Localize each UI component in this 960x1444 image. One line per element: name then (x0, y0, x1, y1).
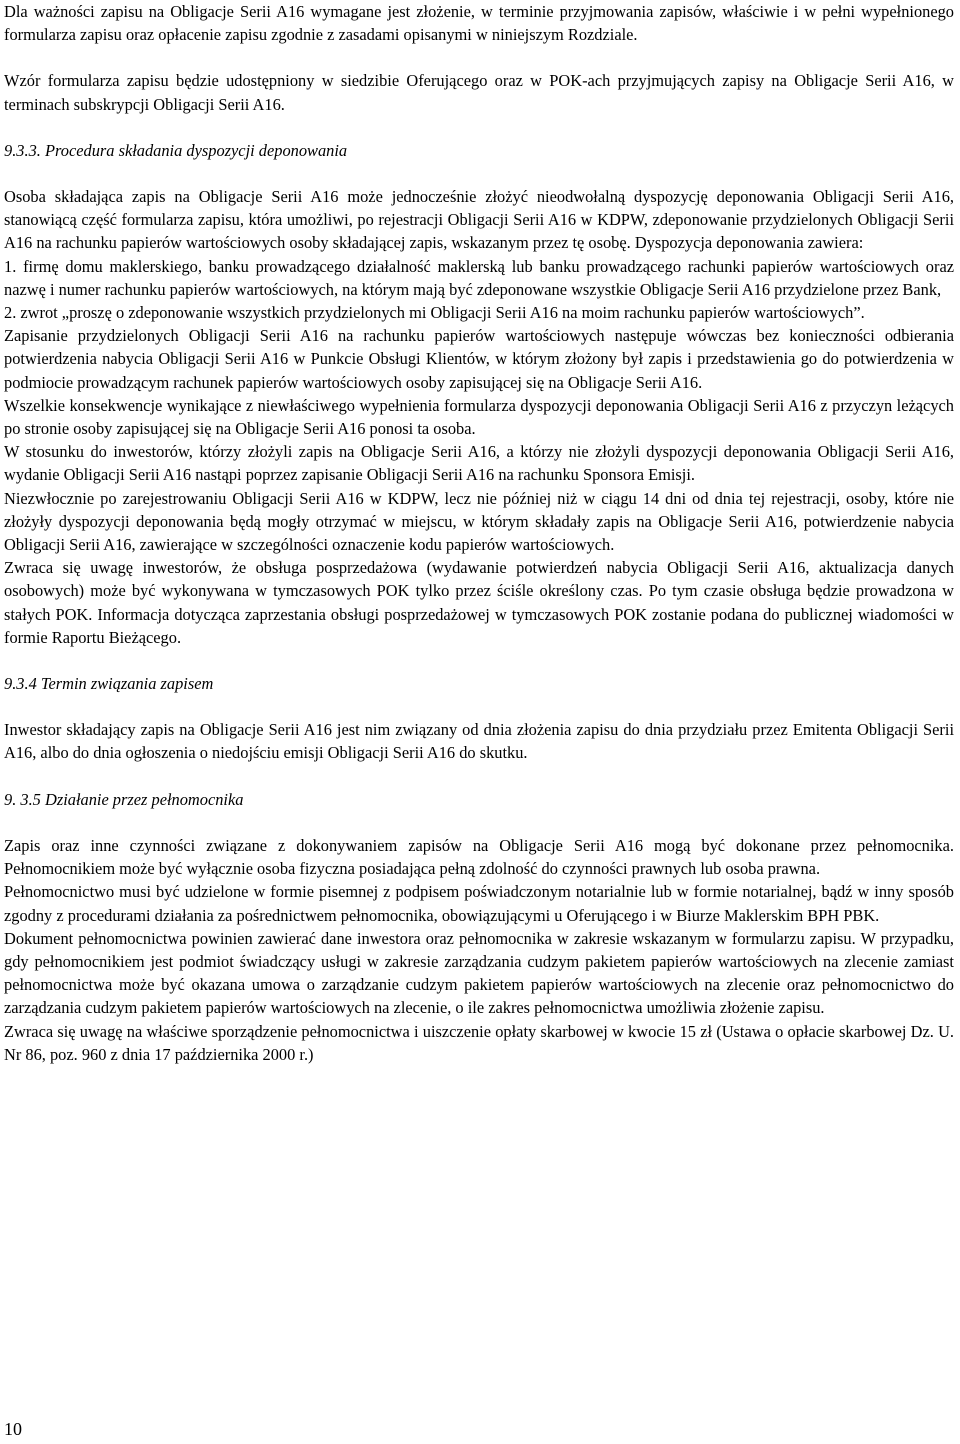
page-number: 10 (4, 1419, 22, 1439)
section-9-3-3-paragraph: Osoba składająca zapis na Obligacje Serii A16 może jednocześnie złożyć nieodwołalną dyspozycję deponowania Obligacji Serii A16, stanowiącą część formularza zapisu, która umożliwi, po rejestracji Obligacji Serii A16 w KDPW, zdeponowanie przydzielonych Obligacji Serii A16 na rachunku papierów wartościowych osoby składającej zapis, wskazanym przez tę osobę. Dyspozycja deponowania zawiera: (4, 187, 954, 253)
section-9-3-4-paragraph: Inwestor składający zapis na Obligacje Serii A16 jest nim związany od dnia złożenia zapisu do dnia przydziału przez Emitenta Obligacji Serii A16, albo do dnia ogłoszenia o niedojściu emisji Obligacji Serii A16 do skutku. (4, 720, 954, 763)
section-9-3-3-paragraph: 1. firmę domu maklerskiego, banku prowadzącego działalność maklerską lub banku prowadzącego rachunki papierów wartościowych oraz nazwę i numer rachunku papierów wartościowych, na którym mają być zdeponowane wszystkie Obligacje Serii A16 przydzielone przez Bank, (4, 256, 954, 299)
spacer (4, 811, 954, 834)
section-9-3-5-paragraph: Zwraca się uwagę na właściwe sporządzenie pełnomocnictwa i uiszczenie opłaty skarbowej w kwocie 15 zł (Ustawa o opłacie skarbowej Dz. U. Nr 86, poz. 960 z dnia 17 października 2000 r.) (4, 1021, 954, 1064)
section-heading-9-3-4: 9.3.4 Termin związania zapisem (4, 674, 214, 694)
section-9-3-3-paragraph: 2. zwrot „proszę o zdeponowanie wszystkich przydzielonych mi Obligacji Serii A16 na moim rachunku papierów wartościowych”. (4, 303, 865, 323)
section-heading-9-3-3: 9.3.3. Procedura składania dyspozycji deponowania (4, 140, 348, 160)
spacer (4, 162, 954, 185)
spacer (4, 765, 954, 788)
spacer (4, 695, 954, 718)
spacer (4, 46, 954, 69)
spacer (4, 116, 954, 139)
section-9-3-3-paragraph: Niezwłocznie po zarejestrowaniu Obligacji Serii A16 w KDPW, lecz nie później niż w ciągu 14 dni od dnia tej rejestracji, osoby, które nie złożyły dyspozycji deponowania będą mogły otrzymać w miejscu, w którym składały zapis na Obligacje Serii A16, potwierdzenie nabycia Obligacji Serii A16, zawierające w szczególności oznaczenie kodu papierów wartościowych. (4, 488, 954, 555)
section-heading-9-3-5: 9. 3.5 Działanie przez pełnomocnika (4, 789, 244, 809)
section-9-3-5-paragraph: Pełnomocnictwo musi być udzielone w formie pisemnej z podpisem poświadczonym notarialnie lub w formie notarialnej, bądź w inny sposób zgodny z procedurami działania za pośrednictwem pełnomocnika, obowiązującymi u Oferującego i w Biurze Maklerskim BPH PBK. (4, 882, 954, 925)
section-9-3-3-paragraph: Wszelkie konsekwencje wynikające z niewłaściwego wypełnienia formularza dyspozycji deponowania Obligacji Serii A16 z przyczyn leżących po stronie osoby zapisującej się na Obligacje Serii A16 ponosi ta osoba. (4, 395, 954, 439)
section-9-3-3-paragraph: W stosunku do inwestorów, którzy złożyli zapis na Obligacje Serii A16, a którzy nie złożyli dyspozycji deponowania Obligacji Serii A16, wydanie Obligacji Serii A16 nastąpi poprzez zapisanie Obligacji Serii A16 na rachunku Sponsora Emisji. (4, 442, 954, 485)
intro-paragraph-2: Wzór formularza zapisu będzie udostępniony w siedzibie Oferującego oraz w POK-ach przyjmujących zapisy na Obligacje Serii A16, w terminach subskrypcji Obligacji Serii A16. (4, 71, 954, 114)
spacer (4, 649, 954, 672)
section-9-3-3-paragraph: Zapisanie przydzielonych Obligacji Serii A16 na rachunku papierów wartościowych następuje wówczas bez konieczności odbierania potwierdzenia nabycia Obligacji Serii A16 w Punkcie Obsługi Klientów, w którym złożony był zapis i przedstawienia go do potwierdzenia w podmiocie prowadzącym rachunek papierów wartościowych osoby zapisującej się na Obligacje Serii A16. (4, 326, 954, 392)
intro-paragraph-1: Dla ważności zapisu na Obligacje Serii A16 wymagane jest złożenie, w terminie przyjmowania zapisów, właściwie i w pełni wypełnionego formularza zapisu oraz opłacenie zapisu zgodnie z zasadami opisanymi w niniejszym Rozdziale. (4, 2, 954, 45)
section-9-3-5-paragraph: Dokument pełnomocnictwa powinien zawierać dane inwestora oraz pełnomocnika w zakresie wskazanym w formularzu zapisu. W przypadku, gdy pełnomocnikiem jest podmiot świadczący usługi w zakresie zarządzania cudzym pakietem papierów wartościowych na zlecenie zamiast pełnomocnictwa może być okazana umowa o zarządzanie cudzym pakietem papierów wartościowych na zlecenie oraz pełnomocnictwo do zarządzania cudzym pakietem papierów wartościowych na zlecenie, o ile zakres pełnomocnictwa umożliwia złożenie zapisu. (4, 928, 954, 1018)
section-9-3-3-paragraph: Zwraca się uwagę inwestorów, że obsługa posprzedażowa (wydawanie potwierdzeń nabycia Obligacji Serii A16, aktualizacja danych osobowych) może być wykonywana w tymczasowych POK tylko przez ściśle określony czas. Po tym czasie obsługa będzie prowadzona w stałych POK. Informacja dotycząca zaprzestania obsługi posprzedażowej w tymczasowych POK zostanie podana do publicznej wiadomości w formie Raportu Bieżącego. (4, 558, 954, 647)
section-9-3-5-paragraph: Zapis oraz inne czynności związane z dokonywaniem zapisów na Obligacje Serii A16 mogą być dokonane przez pełnomocnika. Pełnomocnikiem może być wyłącznie osoba fizyczna posiadająca pełną zdolność do czynności prawnych lub osoba prawna. (4, 835, 954, 879)
document-page (4, 0, 954, 1066)
